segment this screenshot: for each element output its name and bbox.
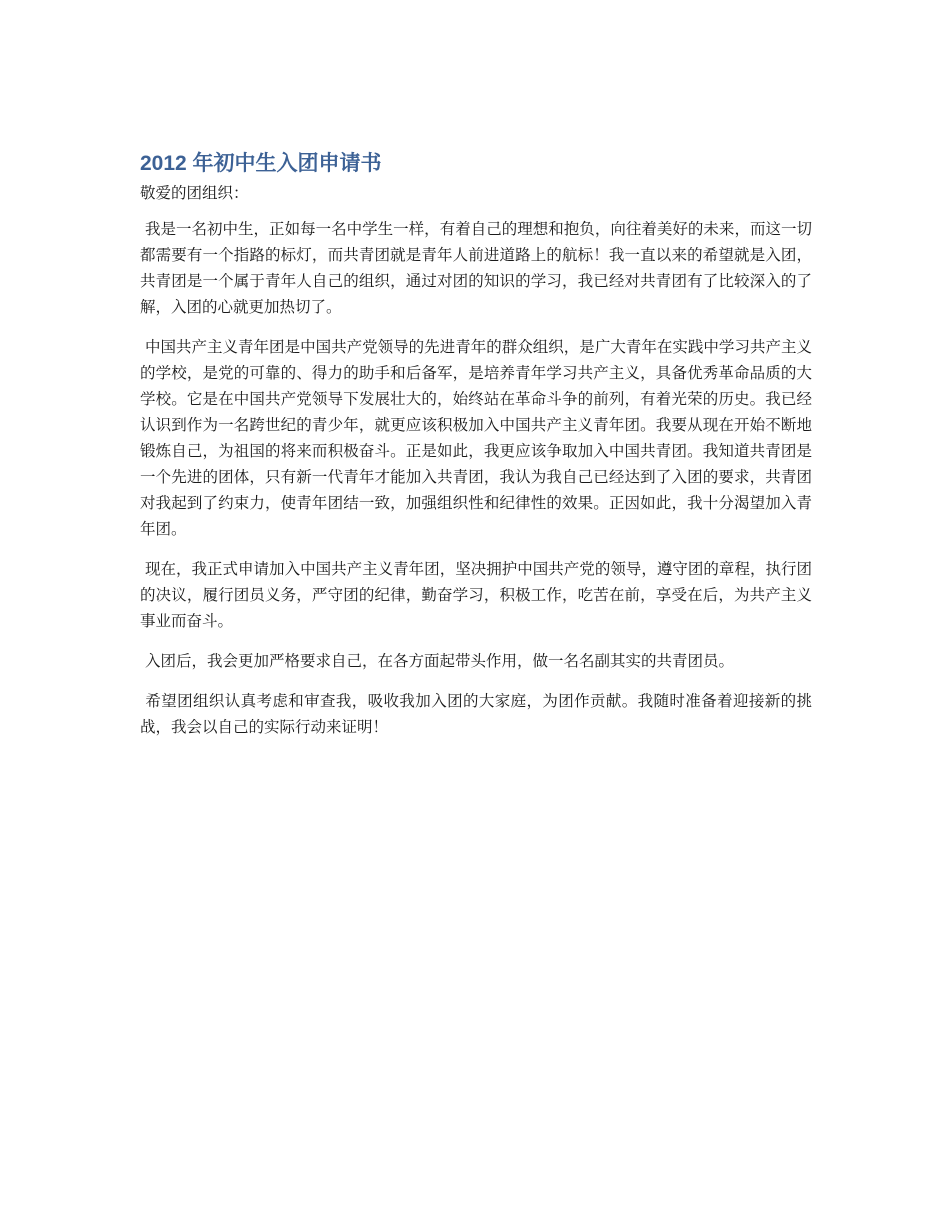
salutation: 敬爱的团组织：	[140, 184, 249, 202]
paragraph-4: 入团后，我会更加严格要求自己，在各方面起带头作用，做一名名副其实的共青团员。	[140, 652, 734, 670]
document-body	[140, 148, 812, 754]
paragraph-1: 我是一名初中生，正如每一名中学生一样，有着自己的理想和抱负，向往着美好的未来，而这一切都需要有一个指路的标灯，而共青团就是青年人前进道路上的航标！我一直以来的希望就是入团，共青团是一个属于青年人自己的组织，通过对团的知识的学习，我已经对共青团有了比较深入的了解，入团的心就更加热切了。	[140, 220, 812, 316]
paragraph-2: 中国共产主义青年团是中国共产党领导的先进青年的群众组织，是广大青年在实践中学习共产主义的学校，是党的可靠的、得力的助手和后备军，是培养青年学习共产主义，具备优秀革命品质的大学校。它是在中国共产党领导下发展壮大的，始终站在革命斗争的前列，有着光荣的历史。我已经认识到作为一名跨世纪的青少年，就更应该积极加入中国共产主义青年团。我要从现在开始不断地锻炼自己，为祖国的将来而积极奋斗。正是如此，我更应该争取加入中国共青团。我知道共青团是一个先进的团体，只有新一代青年才能加入共青团，我认为我自己已经达到了入团的要求，共青团对我起到了约束力，使青年团结一致，加强组织性和纪律性的效果。正因如此，我十分渴望加入青年团。	[140, 338, 812, 538]
paragraph-3: 现在，我正式申请加入中国共产主义青年团，坚决拥护中国共产党的领导，遵守团的章程，执行团的决议，履行团员义务，严守团的纪律，勤奋学习，积极工作，吃苦在前，享受在后，为共产主义事业而奋斗。	[140, 560, 812, 630]
paragraph-5: 希望团组织认真考虑和审查我，吸收我加入团的大家庭，为团作贡献。我随时准备着迎接新的挑战，我会以自己的实际行动来证明！	[140, 692, 812, 736]
document-title: 2012 年初中生入团申请书	[140, 152, 382, 175]
